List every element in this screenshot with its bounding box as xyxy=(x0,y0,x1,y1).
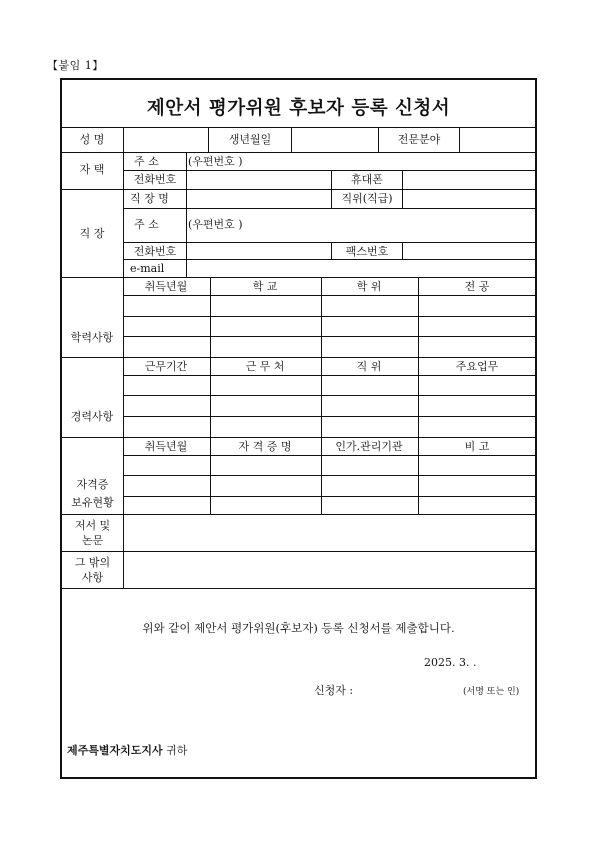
row-line xyxy=(123,242,535,243)
col-line xyxy=(321,277,322,514)
row-line xyxy=(62,437,535,438)
education-header: 전 공 xyxy=(464,280,490,293)
license-label xyxy=(62,477,123,510)
career-header: 주요업무 xyxy=(455,360,499,373)
company-label: 직 장 명 xyxy=(130,192,169,205)
others-label-line: 사항 xyxy=(81,571,104,584)
row-line xyxy=(62,588,535,589)
license-header: 취득년월 xyxy=(144,440,188,453)
seal-note: (서명 또는 인) xyxy=(463,687,520,697)
others-field[interactable] xyxy=(124,552,535,588)
license-header: 비 고 xyxy=(464,440,490,453)
home-phone-field[interactable] xyxy=(187,171,331,189)
work-position-field[interactable] xyxy=(403,190,535,208)
row-line xyxy=(123,375,535,376)
declaration-text: 위와 같이 제안서 평가위원(후보자) 등록 신청서를 제출합니다. xyxy=(142,621,455,635)
name-field[interactable] xyxy=(124,128,208,152)
papers-label-line: 논문 xyxy=(81,534,104,547)
name-label: 성 명 xyxy=(79,133,105,146)
col-line xyxy=(418,277,419,514)
col-line xyxy=(331,242,332,259)
col-line xyxy=(208,127,209,152)
work-address-label: 주 소 xyxy=(134,218,159,231)
col-line xyxy=(210,277,211,514)
field-label: 전문분야 xyxy=(397,133,441,146)
row-line xyxy=(123,455,535,456)
home-phone-label: 전화번호 xyxy=(133,173,177,186)
col-line xyxy=(378,127,379,152)
birth-label: 생년월일 xyxy=(228,133,272,146)
papers-label-line: 저서 및 xyxy=(74,519,111,532)
education-header: 학 교 xyxy=(252,280,278,293)
addressee xyxy=(67,742,187,758)
career-header: 직 위 xyxy=(356,360,382,373)
license-label-line: 자격증 xyxy=(76,478,109,491)
work-label: 직 장 xyxy=(79,227,105,240)
col-line xyxy=(186,152,187,170)
work-fax-label: 팩스번호 xyxy=(345,245,389,258)
application-form xyxy=(60,78,537,779)
license-label-line: 보유현황 xyxy=(71,496,114,509)
row-line xyxy=(62,152,535,153)
application-date: 2025. 3. . xyxy=(424,656,477,669)
col-line xyxy=(331,189,332,208)
row-line xyxy=(123,395,535,396)
career-header: 근 무 처 xyxy=(245,360,285,373)
col-line xyxy=(186,208,187,242)
license-header: 자 격 증 명 xyxy=(238,440,292,453)
home-mobile-field[interactable] xyxy=(403,171,535,189)
home-address-label: 주 소 xyxy=(134,155,159,168)
addressee-org: 제주특별자치도지사 xyxy=(67,744,163,757)
birth-field[interactable] xyxy=(292,128,378,152)
email-field[interactable] xyxy=(187,260,535,277)
row-line xyxy=(62,277,535,278)
email-label: e-mail xyxy=(130,262,165,275)
work-phone-label: 전화번호 xyxy=(133,245,177,258)
row-line xyxy=(123,496,535,497)
education-header: 취득년월 xyxy=(144,280,188,293)
papers-field[interactable] xyxy=(124,515,535,551)
work-postal: (우편번호 ) xyxy=(188,218,243,231)
field-field[interactable] xyxy=(460,128,535,152)
company-field[interactable] xyxy=(187,190,331,208)
row-line xyxy=(123,295,535,296)
home-mobile-label: 휴대폰 xyxy=(351,173,383,186)
others-label xyxy=(62,555,123,585)
row-line xyxy=(123,208,535,209)
row-line xyxy=(123,416,535,417)
education-label: 학력사항 xyxy=(70,331,114,344)
home-postal: (우편번호 ) xyxy=(188,155,243,168)
row-line xyxy=(123,336,535,337)
row-line xyxy=(123,316,535,317)
education-header: 학 위 xyxy=(356,280,382,293)
attachment-label: 【붙임 1】 xyxy=(47,59,104,72)
others-label-line: 그 밖의 xyxy=(74,556,111,569)
career-header: 근무기간 xyxy=(144,360,188,373)
license-header: 인가.관리기관 xyxy=(335,440,403,453)
addressee-suffix: 귀하 xyxy=(162,744,188,757)
row-line xyxy=(123,475,535,476)
row-line xyxy=(62,357,535,358)
col-line xyxy=(331,170,332,189)
work-position-label: 직위(직급) xyxy=(341,192,393,205)
applicant-label: 신청자 : xyxy=(314,684,354,697)
col-line xyxy=(402,242,403,259)
career-label: 경력사항 xyxy=(70,410,114,423)
form-title: 제안서 평가위원 후보자 등록 신청서 xyxy=(146,98,451,119)
papers-label xyxy=(62,518,123,548)
home-label: 자 택 xyxy=(79,163,105,176)
